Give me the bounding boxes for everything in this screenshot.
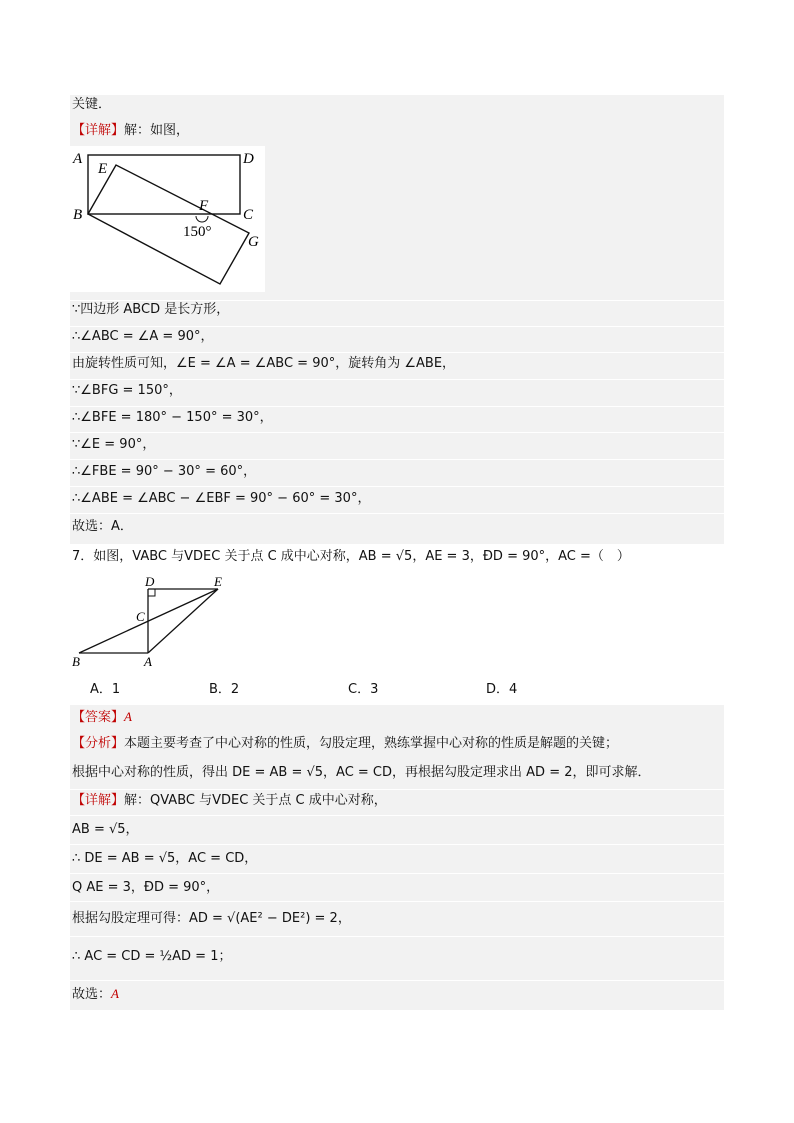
label-D: D <box>243 151 254 167</box>
solution-line: 根据勾股定理可得：AD = √(AE² − DE²) = 2， <box>72 911 351 926</box>
answer-heading <box>72 707 132 728</box>
label-B: B <box>73 207 83 223</box>
solution-line: ∴ AC = CD = ½AD = 1； <box>72 949 232 964</box>
label-D: D <box>145 574 155 589</box>
label-C: C <box>243 207 254 223</box>
analysis-text-2: 根据中心对称的性质，得出 DE = AB = √5，AC = CD，再根据勾股定理求出 AD = 2，即可求解． <box>72 765 651 780</box>
solution-line: ∴ DE = AB = √5，AC = CD， <box>72 851 258 866</box>
separator <box>70 901 724 902</box>
analysis-heading <box>72 734 618 754</box>
separator <box>70 936 724 937</box>
separator <box>70 980 724 981</box>
step-line: ∴∠ABE = ∠ABC − ∠EBF = 90° − 60° = 30°， <box>72 491 371 506</box>
answer-line: 故选：A． <box>72 519 133 534</box>
separator <box>70 486 724 487</box>
detail-tag: 【详解】 <box>72 793 125 808</box>
separator <box>70 406 724 407</box>
intro-text: 关键． <box>72 97 112 112</box>
final-choice <box>72 984 119 1005</box>
label-B: B <box>72 654 80 669</box>
solution-line: AB = √5， <box>72 822 139 837</box>
separator <box>70 815 724 816</box>
separator <box>70 432 724 433</box>
step-line: ∴∠FBE = 90° − 30° = 60°， <box>72 464 257 479</box>
detail-heading <box>72 121 189 141</box>
step-line: ∴∠BFE = 180° − 150° = 30°， <box>72 410 273 425</box>
answer-value: A <box>124 709 132 724</box>
step-line: ∵∠E = 90°， <box>72 437 156 452</box>
label-angle-150: 150° <box>183 224 212 240</box>
analysis-tag: 【分析】 <box>72 736 125 751</box>
detail-lead: 解：如图， <box>124 123 190 138</box>
separator <box>70 789 724 790</box>
step-line: 由旋转性质可知，∠E = ∠A = ∠ABC = 90°，旋转角为 ∠ABE， <box>72 356 456 371</box>
figure-central-symmetry <box>70 574 230 672</box>
option-c[interactable]: C．3 <box>348 682 379 697</box>
answer-tag: 【答案】 <box>72 710 125 725</box>
detail-lead: 解：QVABC 与VDEC 关于点 C 成中心对称， <box>124 793 387 808</box>
separator <box>70 844 724 845</box>
step-line: ∵∠BFG = 150°， <box>72 383 182 398</box>
option-b[interactable]: B．2 <box>209 682 240 697</box>
choice-prefix: 故选： <box>72 987 112 1002</box>
label-C: C <box>136 609 145 624</box>
analysis-text: 本题主要考查了中心对称的性质，勾股定理，熟练掌握中心对称的性质是解题的关键； <box>124 736 619 751</box>
separator <box>70 459 724 460</box>
label-E: E <box>214 574 222 589</box>
label-E: E <box>98 161 108 177</box>
label-A: A <box>144 654 152 669</box>
label-F: F <box>199 198 209 214</box>
choice-value: A <box>111 986 119 1001</box>
label-G: G <box>248 234 259 250</box>
option-d[interactable]: D．4 <box>486 682 518 697</box>
separator <box>70 352 724 353</box>
step-line: ∵四边形 ABCD 是长方形， <box>72 302 230 317</box>
detail-tag: 【详解】 <box>72 123 125 138</box>
option-a[interactable]: A．1 <box>90 682 121 697</box>
solution-line: Q AE = 3，ÐD = 90°， <box>72 880 220 895</box>
separator <box>70 513 724 514</box>
step-line: ∴∠ABC = ∠A = 90°， <box>72 329 214 344</box>
solution-detail-heading <box>72 791 387 811</box>
question-7-stem: 7．如图，VABC 与VDEC 关于点 C 成中心对称，AB = √5，AE = 3，ÐD = 90°，AC =（ ） <box>72 549 630 564</box>
label-A: A <box>73 151 83 167</box>
separator <box>70 873 724 874</box>
separator <box>70 379 724 380</box>
figure-rotation <box>70 146 265 292</box>
